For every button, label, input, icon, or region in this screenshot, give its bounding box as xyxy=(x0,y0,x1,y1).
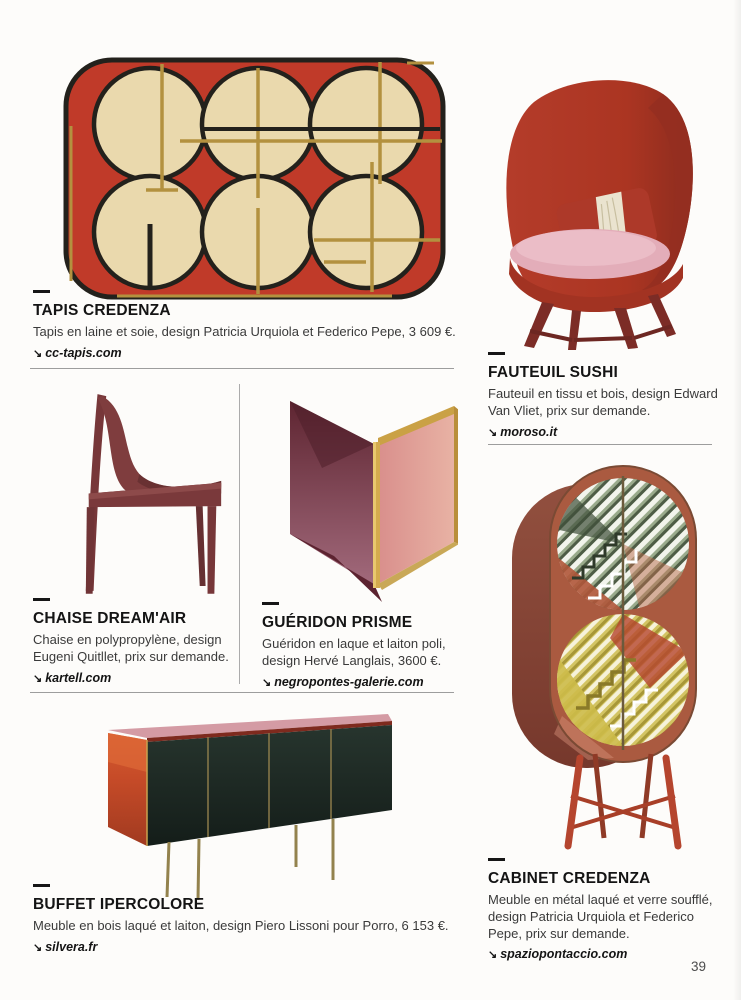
caption-gueridon-prisme xyxy=(262,602,468,690)
title-dash xyxy=(33,884,50,887)
product-title: CABINET CREDENZA xyxy=(488,870,651,887)
link-arrow-icon: ↘ xyxy=(488,949,498,962)
title-dash xyxy=(488,858,505,861)
product-description: Tapis en laine et soie, design Patricia Urquiola et Federico Pepe, 3 609 €. xyxy=(33,324,456,340)
product-link xyxy=(33,939,483,955)
divider-top xyxy=(30,368,454,369)
link-arrow-icon: ↘ xyxy=(33,672,43,685)
title-dash xyxy=(33,290,50,293)
title-dash xyxy=(488,352,505,355)
tapis-credenza-photo xyxy=(62,56,447,306)
caption-tapis-credenza xyxy=(33,290,483,361)
cabinet-credenza-photo xyxy=(492,458,717,858)
product-link xyxy=(488,946,720,962)
product-url: spaziopontaccio.com xyxy=(500,947,628,962)
product-description: Fauteuil en tissu et bois, design Edward Van Vliet, prix sur demande. xyxy=(488,386,718,418)
title-dash xyxy=(33,598,50,601)
fauteuil-sushi-photo xyxy=(486,76,706,356)
cabinet-illustration xyxy=(492,458,717,853)
product-link xyxy=(33,670,239,686)
product-url: moroso.it xyxy=(500,424,558,439)
chaise-dreamair-photo xyxy=(42,388,227,603)
product-url: silvera.fr xyxy=(45,939,98,954)
product-description: Guéridon en laque et laiton poli, design Hervé Langlais, 3600 €. xyxy=(262,636,446,668)
divider-bottom xyxy=(30,692,454,693)
link-arrow-icon: ↘ xyxy=(33,941,43,954)
product-title: TAPIS CREDENZA xyxy=(33,302,171,319)
link-arrow-icon: ↘ xyxy=(488,426,498,439)
buffet-ipercolore-photo xyxy=(92,700,462,905)
title-dash xyxy=(262,602,279,605)
sideboard-illustration xyxy=(92,700,462,900)
product-title: FAUTEUIL SUSHI xyxy=(488,364,618,381)
product-url: cc-tapis.com xyxy=(45,345,122,360)
product-url: kartell.com xyxy=(45,670,112,685)
caption-buffet-ipercolore xyxy=(33,884,483,955)
caption-cabinet-credenza xyxy=(488,858,720,963)
page-number: 39 xyxy=(691,959,707,974)
product-link xyxy=(262,674,468,690)
link-arrow-icon: ↘ xyxy=(33,347,43,360)
rug-illustration xyxy=(62,56,447,301)
prism-table-illustration xyxy=(278,394,458,604)
product-description: Meuble en bois laqué et laiton, design Piero Lissoni pour Porro, 6 153 €. xyxy=(33,918,449,934)
product-url: negropontes-galerie.com xyxy=(274,674,424,689)
divider-right-column xyxy=(488,444,712,445)
product-title: BUFFET IPERCOLORE xyxy=(33,896,205,913)
product-description: Chaise en polypropylène, design Eugeni Quitllet, prix sur demande. xyxy=(33,632,229,664)
armchair-illustration xyxy=(486,76,706,351)
caption-fauteuil-sushi xyxy=(488,352,720,440)
chair-illustration xyxy=(42,388,227,598)
divider-middle-vertical xyxy=(239,384,240,684)
page-edge-shadow xyxy=(733,0,741,1000)
link-arrow-icon: ↘ xyxy=(262,676,272,689)
product-description: Meuble en métal laqué et verre soufflé, design Patricia Urquiola et Federico Pepe, prix sur demande. xyxy=(488,892,713,941)
gueridon-prisme-photo xyxy=(278,394,458,609)
product-link xyxy=(488,424,720,440)
product-title: GUÉRIDON PRISME xyxy=(262,614,413,631)
product-link xyxy=(33,345,483,361)
product-title: CHAISE DREAM'AIR xyxy=(33,610,187,627)
caption-chaise-dreamair xyxy=(33,598,239,686)
